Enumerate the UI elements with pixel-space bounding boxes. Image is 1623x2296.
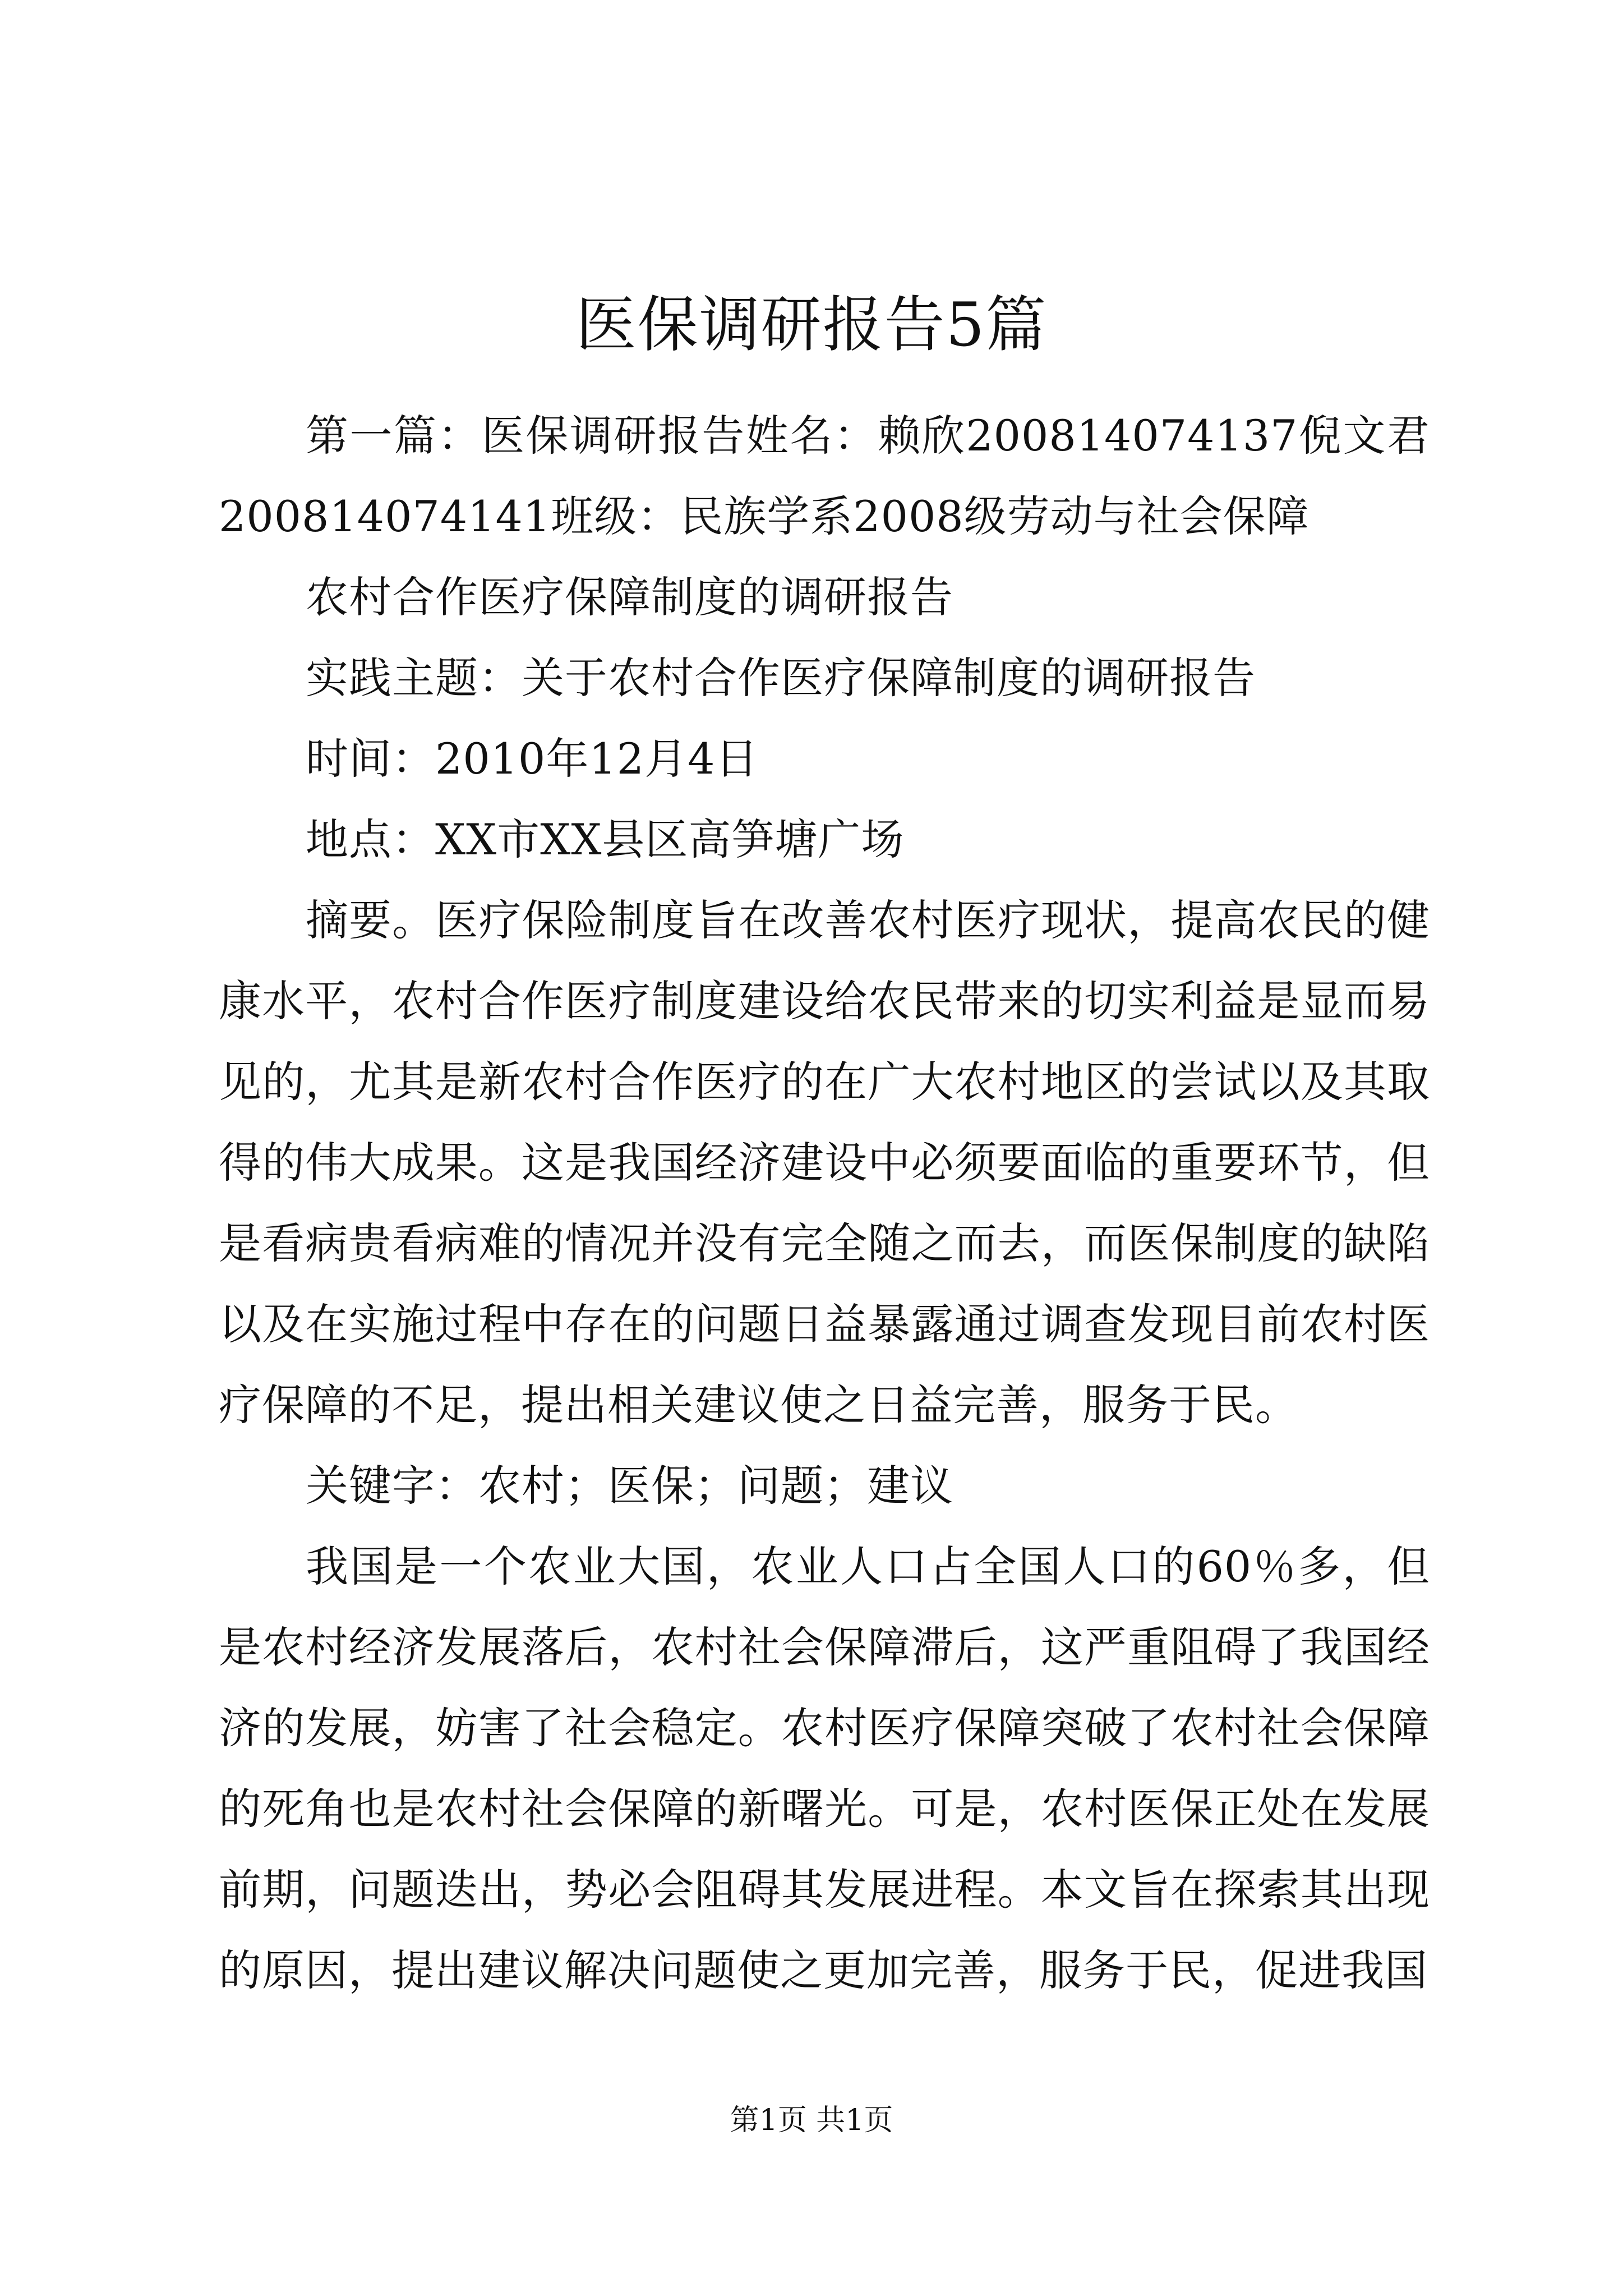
document-body [219, 395, 1430, 2011]
document-title: 医保调研报告5篇 [575, 290, 1048, 360]
paragraph-author-info: 第一篇：医保调研报告姓名：赖欣200814074137倪文君200814074141班级：民族学系2008级劳动与社会保障 [219, 411, 1430, 541]
page-footer: 第1页 共1页 [730, 2104, 893, 2137]
paragraph-abstract: 摘要。医疗保险制度旨在改善农村医疗现状，提高农民的健康水平，农村合作医疗制度建设给农民带来的切实利益是显而易见的，尤其是新农村合作医疗的在广大农村地区的尝试以及其取得的伟大成果。这是我国经济建设中必须要面临的重要环节，但是看病贵看病难的情况并没有完全随之而去，而医保制度的缺陷以及在实施过程中存在的问题日益暴露通过调查发现目前农村医疗保障的不足，提出相关建议使之日益完善，服务于民。 [219, 895, 1430, 1430]
paragraph-keywords: 关键字：农村；医保；问题；建议 [306, 1461, 953, 1511]
paragraph-theme: 实践主题：关于农村合作医疗保障制度的调研报告 [306, 653, 1256, 703]
paragraph-introduction: 我国是一个农业大国，农业人口占全国人口的60％多，但是农村经济发展落后，农村社会保障滞后，这严重阻碍了我国经济的发展，妨害了社会稳定。农村医疗保障突破了农村社会保障的死角也是农村社会保障的新曙光。可是，农村医保正处在发展前期，问题迭出，势必会阻碍其发展进程。本文旨在探索其出现的原因，提出建议解决问题使之更加完善，服务于民，促进我国 [219, 1542, 1430, 1995]
paragraph-date: 时间：2010年12月4日 [306, 734, 759, 784]
paragraph-subtitle: 农村合作医疗保障制度的调研报告 [306, 572, 953, 622]
paragraph-location: 地点：XX市XX县区高笋塘广场 [306, 815, 905, 864]
